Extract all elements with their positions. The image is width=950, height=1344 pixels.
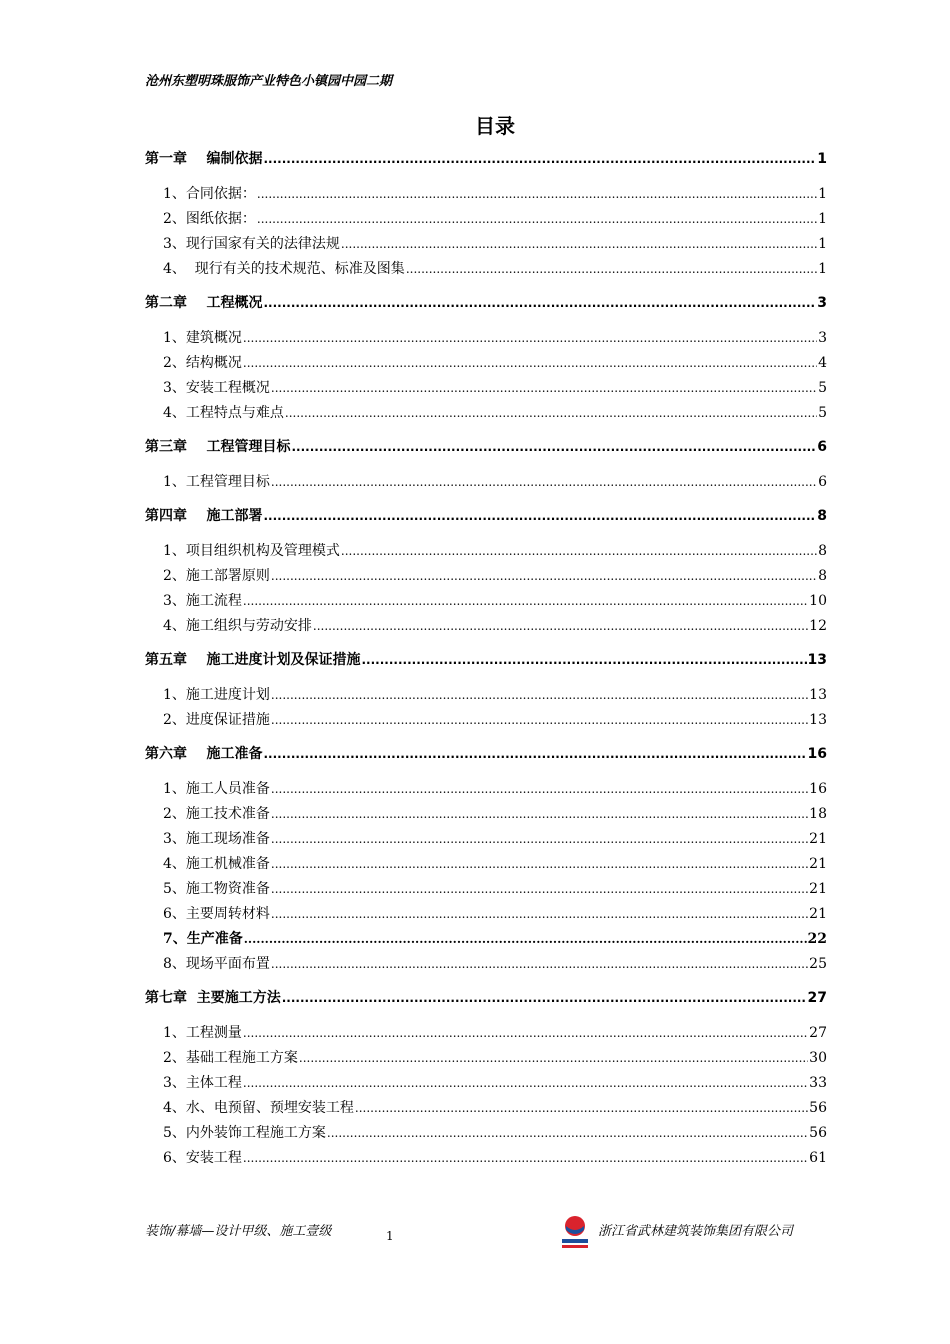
table-of-contents <box>145 148 827 1171</box>
toc-leader-dots <box>285 401 817 426</box>
toc-leader-dots <box>271 376 817 401</box>
toc-entry-label: 第二章 工程概况 <box>145 295 263 311</box>
toc-entry-page: 8 <box>817 508 827 524</box>
toc-leader-dots <box>243 589 808 614</box>
toc-entry-page: 56 <box>809 1100 827 1116</box>
toc-entry-page: 21 <box>809 906 827 922</box>
toc-leader-dots <box>243 1146 808 1171</box>
toc-entry-page: 1 <box>818 186 827 202</box>
toc-chapter-row[interactable] <box>145 505 827 529</box>
toc-item-row[interactable] <box>145 1021 827 1046</box>
toc-leader-dots <box>243 351 817 376</box>
toc-leader-dots <box>341 232 817 257</box>
toc-entry-page: 21 <box>809 831 827 847</box>
toc-entry-label: 4、工程特点与难点 <box>163 405 284 421</box>
toc-entry-page: 13 <box>809 687 827 703</box>
toc-entry-label: 1、项目组织机构及管理模式 <box>163 543 340 559</box>
toc-leader-dots <box>271 827 808 852</box>
toc-chapter-row[interactable] <box>145 292 827 316</box>
toc-leader-dots <box>271 470 817 495</box>
toc-item-row[interactable] <box>145 952 827 977</box>
toc-entry-label: 第七章 主要施工方法 <box>145 990 281 1006</box>
toc-item-row[interactable] <box>145 1071 827 1096</box>
toc-leader-dots <box>327 1121 808 1146</box>
toc-entry-page: 1 <box>817 151 827 167</box>
toc-entry-page: 13 <box>809 712 827 728</box>
toc-item-row[interactable] <box>145 470 827 495</box>
toc-entry-page: 18 <box>809 806 827 822</box>
toc-entry-page: 5 <box>818 405 827 421</box>
toc-entry-label: 3、施工现场准备 <box>163 831 270 847</box>
toc-leader-dots <box>264 742 807 767</box>
toc-leader-dots <box>292 435 817 460</box>
toc-entry-label: 8、现场平面布置 <box>163 956 270 972</box>
toc-item-row[interactable] <box>145 564 827 589</box>
toc-entry-label: 2、基础工程施工方案 <box>163 1050 298 1066</box>
toc-chapter-row[interactable] <box>145 987 827 1011</box>
toc-leader-dots <box>271 952 808 977</box>
toc-entry-label: 2、图纸依据： <box>163 211 256 227</box>
toc-entry-page: 27 <box>807 990 827 1006</box>
toc-entry-page: 8 <box>818 543 827 559</box>
toc-entry-page: 30 <box>809 1050 827 1066</box>
footer-page-number: 1 <box>386 1229 394 1243</box>
toc-entry-label: 2、结构概况 <box>163 355 242 371</box>
toc-leader-dots <box>271 777 808 802</box>
page-title: 目录 <box>475 114 515 138</box>
toc-entry-page: 6 <box>818 474 827 490</box>
toc-leader-dots <box>406 257 817 282</box>
toc-item-row[interactable] <box>145 589 827 614</box>
toc-entry-page: 21 <box>809 856 827 872</box>
toc-entry-page: 33 <box>809 1075 827 1091</box>
toc-entry-label: 3、现行国家有关的法律法规 <box>163 236 340 252</box>
toc-item-row[interactable] <box>145 827 827 852</box>
page-header: 沧州东塑明珠服饰产业特色小镇园中园二期 <box>145 74 393 89</box>
toc-entry-page: 5 <box>818 380 827 396</box>
toc-entry-label: 5、内外装饰工程施工方案 <box>163 1125 326 1141</box>
toc-item-row[interactable] <box>145 1096 827 1121</box>
toc-entry-page: 25 <box>809 956 827 972</box>
toc-leader-dots <box>313 614 808 639</box>
toc-entry-label: 7、生产准备 <box>163 931 243 947</box>
toc-entry-label: 5、施工物资准备 <box>163 881 270 897</box>
toc-leader-dots <box>271 877 808 902</box>
toc-leader-dots <box>257 207 817 232</box>
toc-entry-page: 4 <box>818 355 827 371</box>
toc-entry-label: 6、安装工程 <box>163 1150 242 1166</box>
toc-leader-dots <box>271 852 808 877</box>
toc-leader-dots <box>271 708 808 733</box>
toc-entry-page: 3 <box>818 330 827 346</box>
toc-entry-label: 1、施工人员准备 <box>163 781 270 797</box>
toc-entry-label: 3、主体工程 <box>163 1075 242 1091</box>
toc-entry-label: 1、建筑概况 <box>163 330 242 346</box>
toc-leader-dots <box>257 182 817 207</box>
toc-chapter-row[interactable] <box>145 148 827 172</box>
toc-leader-dots <box>282 986 807 1011</box>
toc-leader-dots <box>264 504 817 529</box>
toc-entry-label: 4、施工机械准备 <box>163 856 270 872</box>
toc-leader-dots <box>362 648 807 673</box>
toc-chapter-row[interactable] <box>145 436 827 460</box>
toc-item-row[interactable] <box>145 852 827 877</box>
toc-entry-page: 12 <box>809 618 827 634</box>
toc-entry-page: 1 <box>818 261 827 277</box>
toc-leader-dots <box>243 326 817 351</box>
toc-entry-label: 4、水、电预留、预埋安装工程 <box>163 1100 354 1116</box>
company-logo-icon <box>560 1214 590 1250</box>
toc-leader-dots <box>244 927 807 952</box>
toc-leader-dots <box>271 683 808 708</box>
toc-entry-label: 3、安装工程概况 <box>163 380 270 396</box>
toc-item-row[interactable] <box>145 351 827 376</box>
toc-item-row[interactable] <box>145 1046 827 1071</box>
toc-item-row[interactable] <box>145 927 827 952</box>
toc-entry-page: 3 <box>817 295 827 311</box>
toc-entry-page: 56 <box>809 1125 827 1141</box>
toc-item-row[interactable] <box>145 708 827 733</box>
toc-item-row[interactable] <box>145 683 827 708</box>
toc-entry-page: 21 <box>809 881 827 897</box>
toc-entry-page: 1 <box>818 236 827 252</box>
toc-entry-label: 6、主要周转材料 <box>163 906 270 922</box>
toc-leader-dots <box>271 802 808 827</box>
toc-item-row[interactable] <box>145 802 827 827</box>
toc-entry-label: 1、工程管理目标 <box>163 474 270 490</box>
toc-entry-page: 13 <box>807 652 827 668</box>
toc-item-row[interactable] <box>145 326 827 351</box>
toc-item-row[interactable] <box>145 1146 827 1171</box>
toc-item-row[interactable] <box>145 257 827 282</box>
toc-entry-page: 61 <box>809 1150 827 1166</box>
toc-item-row[interactable] <box>145 207 827 232</box>
toc-chapter-row[interactable] <box>145 649 827 673</box>
toc-item-row[interactable] <box>145 539 827 564</box>
toc-item-row[interactable] <box>145 376 827 401</box>
toc-entry-page: 6 <box>817 439 827 455</box>
toc-leader-dots <box>341 539 817 564</box>
toc-item-row[interactable] <box>145 902 827 927</box>
toc-leader-dots <box>355 1096 808 1121</box>
toc-leader-dots <box>271 902 808 927</box>
toc-item-row[interactable] <box>145 614 827 639</box>
toc-leader-dots <box>271 564 817 589</box>
footer-qualification: 装饰/幕墙—设计甲级、施工壹级 <box>145 1224 332 1239</box>
toc-leader-dots <box>243 1021 808 1046</box>
toc-entry-label: 1、合同依据： <box>163 186 256 202</box>
toc-entry-label: 2、施工部署原则 <box>163 568 270 584</box>
toc-entry-label: 1、工程测量 <box>163 1025 242 1041</box>
toc-entry-page: 22 <box>807 931 827 947</box>
toc-entry-page: 16 <box>807 746 827 762</box>
toc-leader-dots <box>243 1071 808 1096</box>
toc-chapter-row[interactable] <box>145 743 827 767</box>
toc-entry-label: 2、施工技术准备 <box>163 806 270 822</box>
toc-entry-label: 1、施工进度计划 <box>163 687 270 703</box>
toc-entry-page: 10 <box>809 593 827 609</box>
toc-entry-page: 16 <box>809 781 827 797</box>
toc-entry-page: 8 <box>818 568 827 584</box>
toc-entry-label: 3、施工流程 <box>163 593 242 609</box>
toc-item-row[interactable] <box>145 877 827 902</box>
toc-entry-label: 4、 现行有关的技术规范、标准及图集 <box>163 261 405 277</box>
footer-company-name: 浙江省武林建筑装饰集团有限公司 <box>598 1224 794 1239</box>
toc-entry-page: 27 <box>809 1025 827 1041</box>
toc-item-row[interactable] <box>145 1121 827 1146</box>
toc-item-row[interactable] <box>145 401 827 426</box>
toc-entry-label: 第四章 施工部署 <box>145 508 263 524</box>
toc-item-row[interactable] <box>145 182 827 207</box>
toc-item-row[interactable] <box>145 777 827 802</box>
toc-entry-label: 第三章 工程管理目标 <box>145 439 291 455</box>
toc-entry-label: 第五章 施工进度计划及保证措施 <box>145 652 361 668</box>
toc-entry-page: 1 <box>818 211 827 227</box>
toc-leader-dots <box>299 1046 808 1071</box>
toc-entry-label: 第一章 编制依据 <box>145 151 263 167</box>
toc-entry-label: 4、施工组织与劳动安排 <box>163 618 312 634</box>
toc-item-row[interactable] <box>145 232 827 257</box>
toc-entry-label: 2、进度保证措施 <box>163 712 270 728</box>
toc-leader-dots <box>264 147 817 172</box>
toc-leader-dots <box>264 291 817 316</box>
toc-entry-label: 第六章 施工准备 <box>145 746 263 762</box>
